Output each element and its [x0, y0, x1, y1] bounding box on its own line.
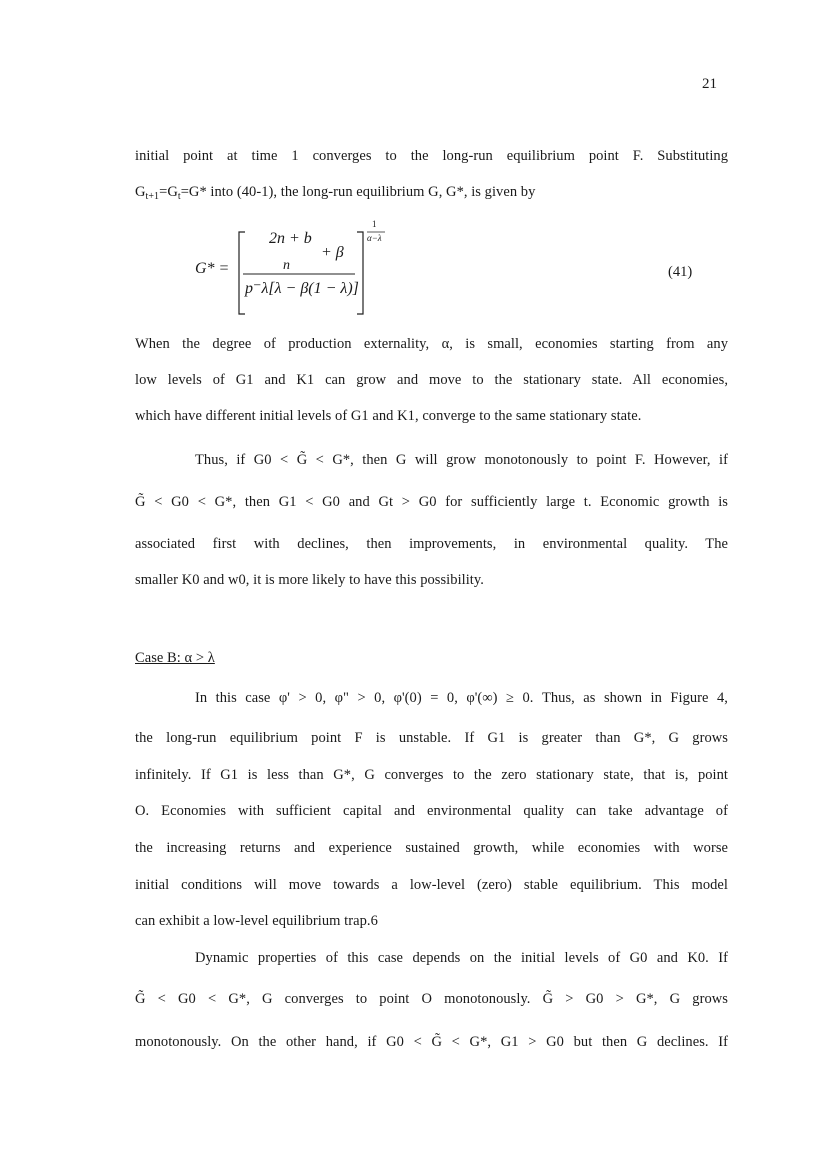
paragraph-line: the increasing returns and experience sustained growth, while economies with worse — [135, 840, 728, 856]
paragraph-line: associated first with declines, then improvements, in environmental quality. The — [135, 536, 728, 552]
paragraph-line: the long-run equilibrium point F is unstable. If G1 is greater than G*, G grows — [135, 730, 728, 746]
section-heading: Case B: α > λ — [135, 650, 215, 666]
paragraph-line: initial conditions will move towards a low-level (zero) stable equilibrium. This model — [135, 877, 728, 893]
paragraph-line: can exhibit a low-level equilibrium trap.6 — [135, 913, 378, 929]
paragraph-line: $G_{t+1}=G_t=G*$ into (40-1), the long-run equilibrium G, G*, is given by — [135, 184, 536, 202]
paragraph-line: low levels of G1 and K1 can grow and move to the stationary state. All economies, — [135, 372, 728, 388]
equation-denominator-n: n — [283, 258, 290, 273]
paragraph-line: infinitely. If G1 is less than G*, G converges to the zero stationary state, that is, point — [135, 767, 728, 783]
paragraph-line: Thus, if G0 < G̃ < G*, then G will grow monotonously to point F. However, if — [195, 452, 728, 468]
paragraph-line: monotonously. On the other hand, if G0 < G̃ < G*, G1 > G0 but then G declines. If — [135, 1034, 728, 1050]
equation-lhs: G* = — [195, 260, 230, 277]
equation-41 — [195, 218, 735, 318]
equation-plus-beta: + β — [321, 244, 344, 261]
equation-exponent-numerator: 1 — [372, 219, 377, 229]
page-number: 21 — [702, 76, 717, 92]
equation-number: (41) — [668, 264, 693, 280]
equation-exponent-denominator: α−λ — [367, 233, 382, 243]
paragraph-line: smaller K0 and w0, it is more likely to have this possibility. — [135, 572, 484, 588]
paragraph-line: O. Economies with sufficient capital and environmental quality can take advantage of — [135, 803, 728, 819]
paragraph-line: initial point at time 1 converges to the long-run equilibrium point F. Substituting — [135, 148, 728, 164]
equation-numerator: 2n + b — [269, 230, 312, 247]
paragraph-line: In this case φ' > 0, φ" > 0, φ'(0) = 0, φ'(∞) ≥ 0. Thus, as shown in Figure 4, — [195, 690, 728, 706]
paragraph-line: Dynamic properties of this case depends on the initial levels of G0 and K0. If — [195, 950, 728, 966]
paragraph-line: G̃ < G0 < G*, then G1 < G0 and Gt > G0 for sufficiently large t. Economic growth is — [135, 494, 728, 510]
paragraph-line: When the degree of production externality, α, is small, economies starting from any — [135, 336, 728, 352]
paragraph-line: which have different initial levels of G1 and K1, converge to the same stationary state. — [135, 408, 642, 424]
equation-denominator: p⁻λ[λ − β(1 − λ)] — [245, 280, 359, 297]
paragraph-line: G̃ < G0 < G*, G converges to point O monotonously. G̃ > G0 > G*, G grows — [135, 991, 728, 1007]
